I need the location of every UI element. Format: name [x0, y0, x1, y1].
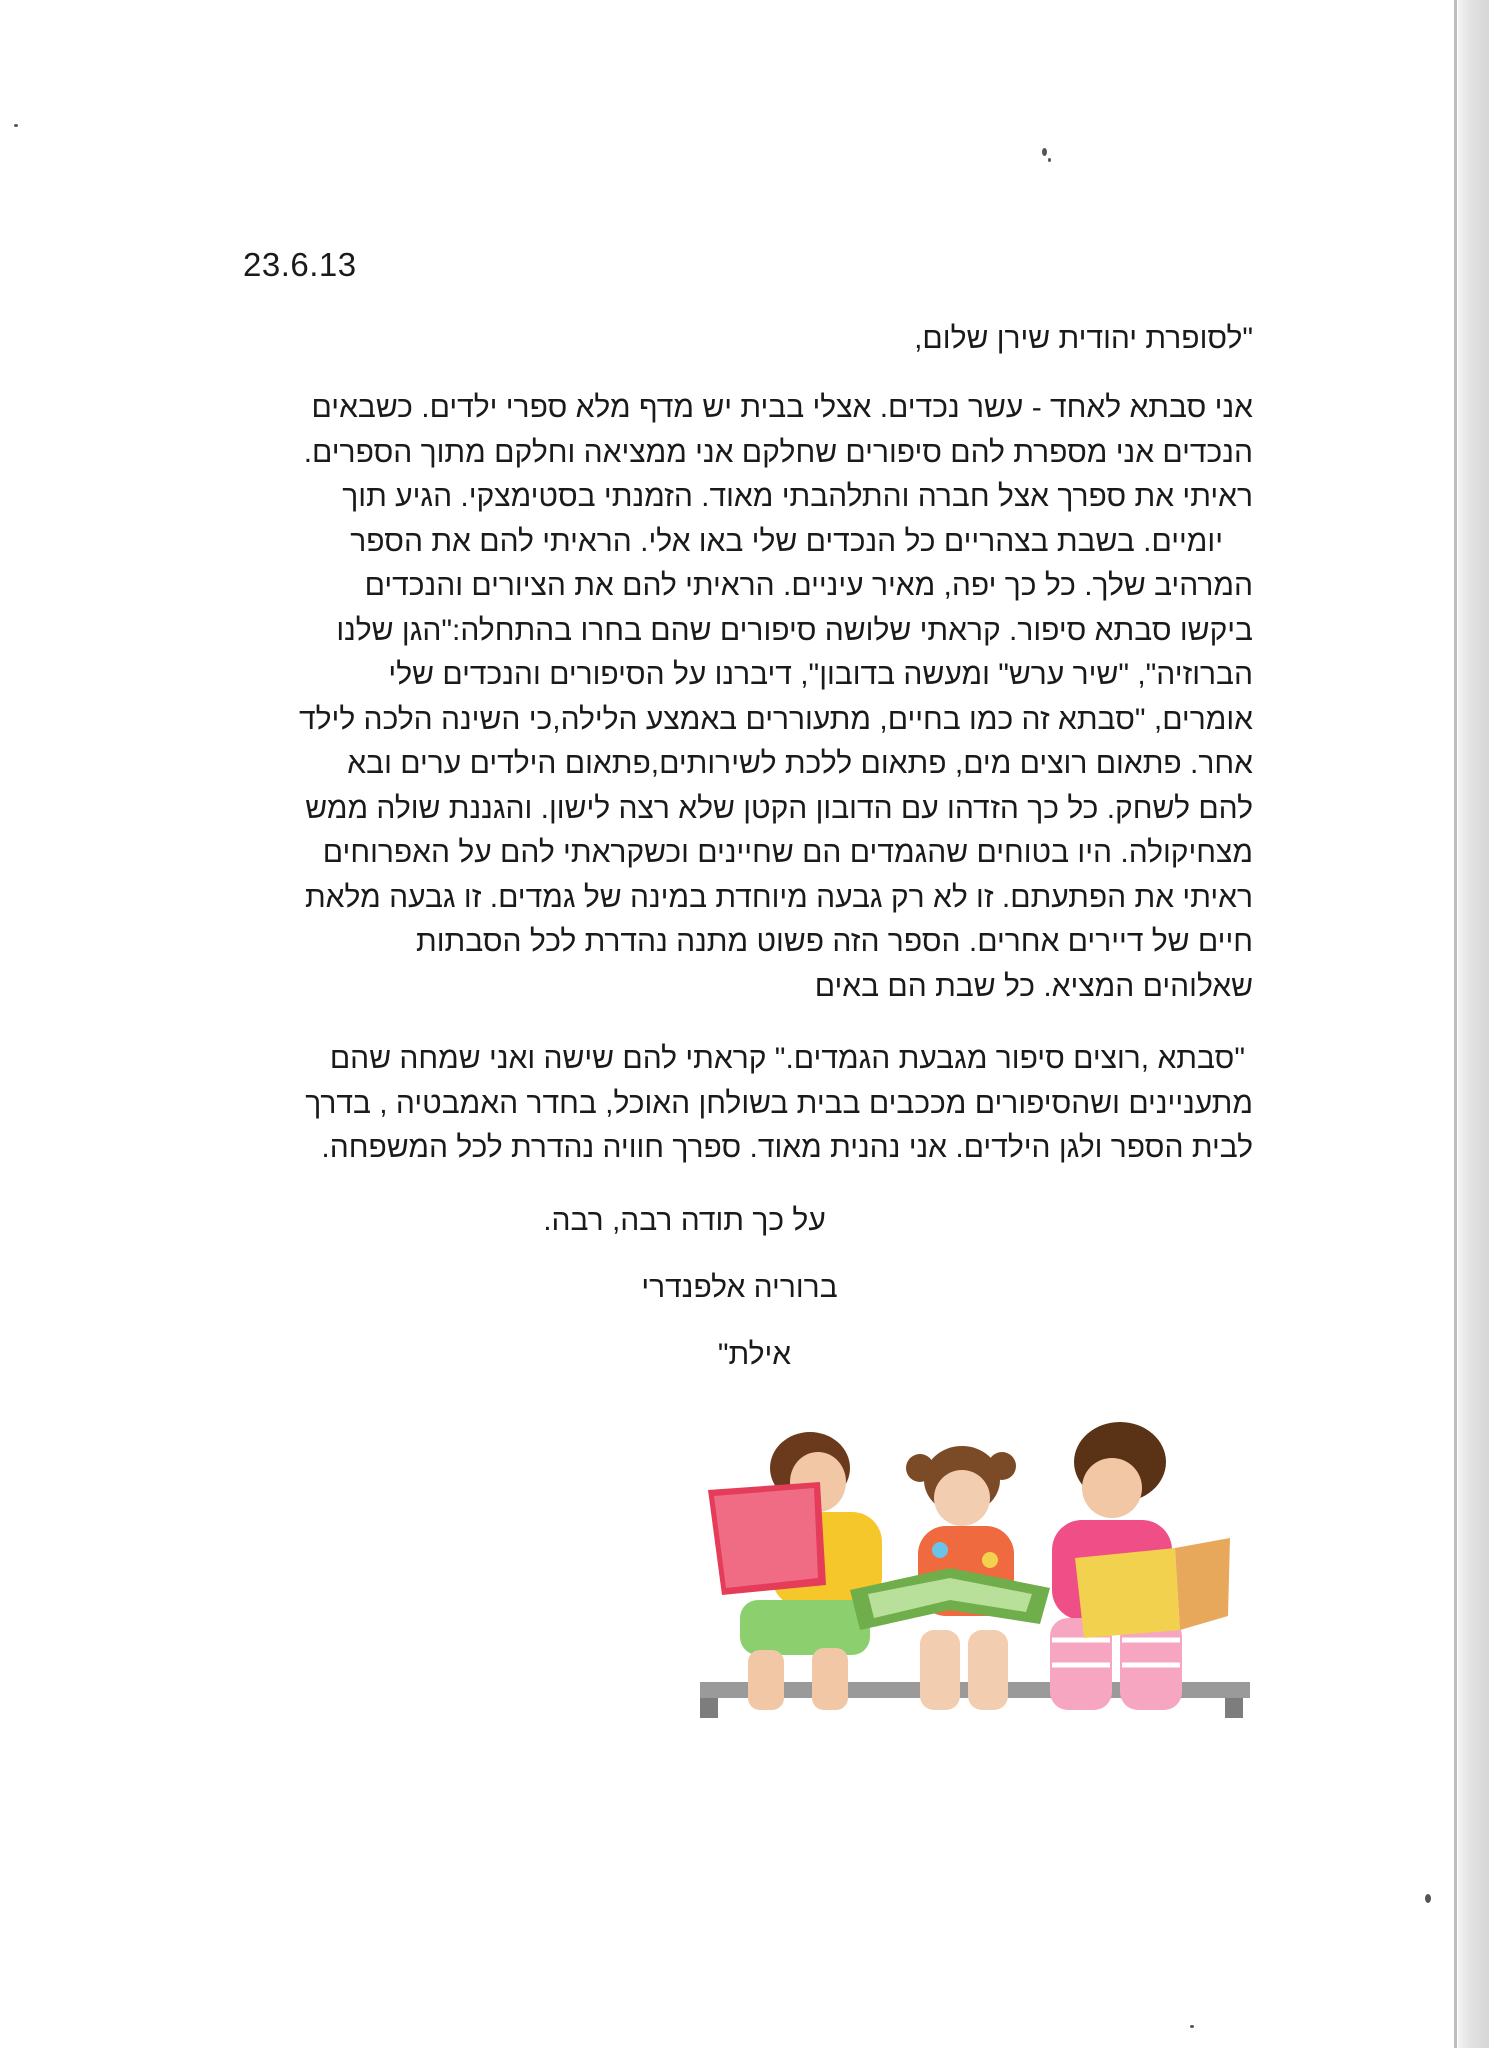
letter-salutation: "לסופרת יהודית שירן שלום,: [914, 322, 1253, 355]
text-line: מצחיקולה. היו בטוחים שהגמדים הם שחיינים וכשקראתי להם על האפרוחים: [322, 836, 1253, 869]
child-2-leg: [920, 1630, 960, 1710]
scan-speck: [1425, 1894, 1431, 1903]
child-2-leg: [968, 1630, 1008, 1710]
child-1-leg: [812, 1648, 848, 1710]
text-line: לבית הספר ולגן הילדים. אני נהנית מאוד. ספרך חוויה נהדרת לכל המשפחה.: [321, 1131, 1253, 1164]
text-line: יומיים. בשבת בצהריים כל הנכדים שלי באו אלי. הראיתי להם את הספר: [350, 524, 1223, 558]
text-line: אחר. פתאום רוצים מים, פתאום ללכת לשירותים,פתאום הילדים ערים ובא: [347, 747, 1253, 780]
letter-signature: ברוריה אלפנדרי: [641, 1271, 838, 1304]
yellow-book: [1075, 1548, 1180, 1638]
text-line: ביקשו סבתא סיפור. קראתי שלושה סיפורים שהם בחרו בהתחלה:"הגן שלנו: [336, 613, 1253, 647]
text-line: "סבתא ,רוצים סיפור מגבעת הגמדים." קראתי להם שישה ואני שמחה שהם: [329, 1042, 1245, 1075]
text-line: אומרים, "סבתא זה כמו בחיים, מתעוררים באמצע הלילה,כי השינה הלכה לילד: [299, 702, 1253, 736]
letter-date: 23.6.13: [243, 246, 357, 283]
scan-speck: [1048, 158, 1051, 162]
bench-leg: [700, 1698, 718, 1718]
text-line: המרהיב שלך. כל כך יפה, מאיר עיניים. הראיתי להם את הציורים והנכדים: [364, 569, 1253, 602]
letter-closing: על כך תודה רבה, רבה.: [543, 1204, 826, 1237]
text-line: אני סבתא לאחד - עשר נכדים. אצלי בבית יש מדף מלא ספרי ילדים. כשבאים: [311, 391, 1253, 424]
text-line: שאלוהים המציא. כל שבת הם באים: [814, 969, 1253, 1003]
letter-paragraph-1: [243, 386, 1253, 1009]
text-line: הברוזיה", "שיר ערש" ומעשה בדובון", דיברנו על הסיפורים והנכדים שלי: [388, 658, 1253, 691]
child-2-pigtail: [906, 1454, 934, 1482]
child-2-dress-dot: [932, 1542, 948, 1558]
yellow-book-back: [1175, 1538, 1230, 1630]
text-line: ראיתי את הפתעתם. זו לא רק גבעה מיוחדת במינה של גמדים. זו גבעה מלאת: [304, 880, 1253, 914]
scan-edge-line: [1454, 0, 1457, 2048]
child-3-face: [1082, 1458, 1142, 1518]
text-line: חיים של דיירים אחרים. הספר הזה פשוט מתנה נהדרת לכל הסבתות: [415, 925, 1253, 958]
children-reading-books-illustration: [700, 1420, 1250, 1720]
scan-speck: [14, 124, 18, 127]
text-line: הנכדים אני מספרת להם סיפורים שחלקם אני ממציאה וחלקם מתוך הספרים.: [303, 435, 1253, 469]
child-2-face: [934, 1470, 990, 1526]
red-book-cover: [714, 1488, 818, 1588]
child-2-pigtail: [988, 1452, 1016, 1480]
scan-right-edge: [1458, 0, 1489, 2048]
letter-city: אילת": [717, 1338, 792, 1371]
letter-paragraph-2: [243, 1037, 1253, 1171]
text-line: מתעניינים ושהסיפורים מככבים בבית בשולחן האוכל, בחדר האמבטיה , בדרך: [305, 1086, 1253, 1120]
scan-speck: [1190, 2025, 1194, 2028]
child-2-dress-dot: [982, 1552, 998, 1568]
child-1-pants: [740, 1600, 870, 1655]
scan-speck: [1042, 148, 1047, 156]
child-1-leg: [748, 1650, 784, 1710]
text-line: ראיתי את ספרך אצל חברה והתלהבתי מאוד. הזמנתי בסטימצקי. הגיע תוך: [342, 480, 1253, 513]
text-line: להם לשחק. כל כך הזדהו עם הדובון הקטן שלא רצה לישון. והגננת שולה ממש: [305, 791, 1253, 825]
bench-leg: [1225, 1698, 1243, 1718]
